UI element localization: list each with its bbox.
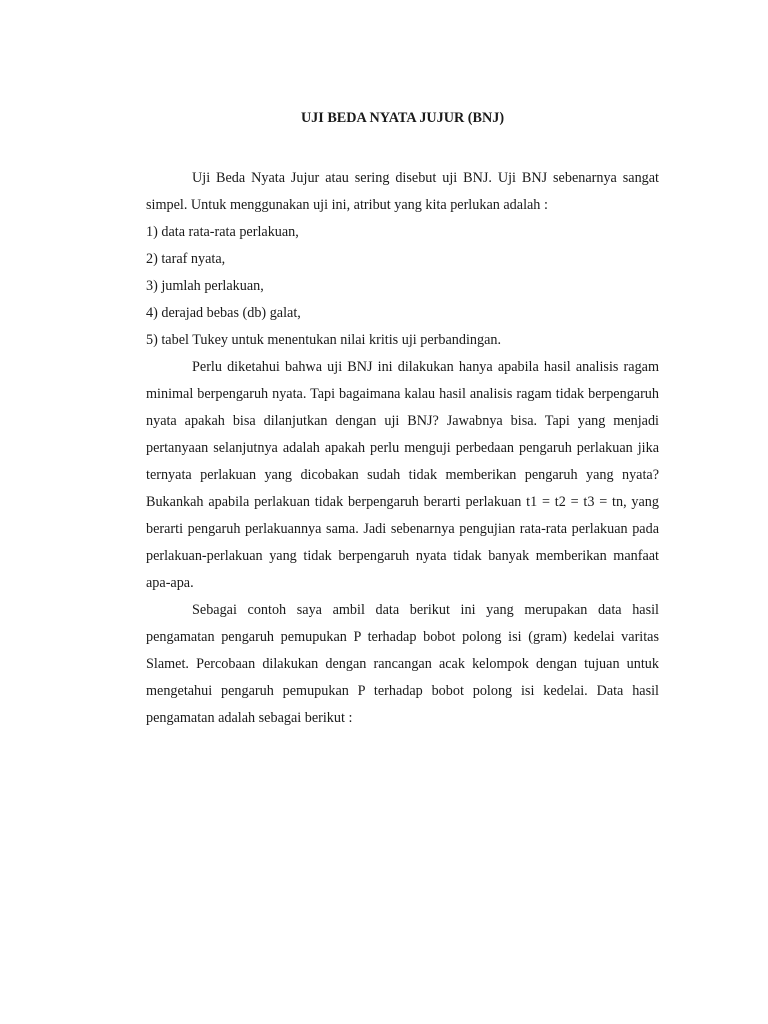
intro-paragraph: Uji Beda Nyata Jujur atau sering disebut uji BNJ. Uji BNJ sebenarnya sangat simpel. Untuk menggunakan uji ini, atribut yang kita perlukan adalah : bbox=[146, 170, 659, 213]
list-item: 2) taraf nyata, bbox=[146, 251, 226, 267]
body-paragraph-3: Sebagai contoh saya ambil data berikut ini yang merupakan data hasil pengamatan pengaruh pemupukan P terhadap bobot polong isi (gram) kedelai varitas Slamet. Percobaan dilakukan dengan rancangan acak kelompok dengan tujuan untuk mengetahui pengaruh pemupukan P terhadap bobot polong isi kedelai. Data hasil pengamatan adalah sebagai berikut : bbox=[146, 602, 659, 726]
list-item: 3) jumlah perlakuan, bbox=[146, 278, 264, 294]
document-title: UJI BEDA NYATA JUJUR (BNJ) bbox=[300, 110, 505, 126]
list-item: 4) derajad bebas (db) galat, bbox=[146, 305, 301, 321]
attribute-list bbox=[146, 219, 659, 354]
body-paragraph-2: Perlu diketahui bahwa uji BNJ ini dilakukan hanya apabila hasil analisis ragam minimal berpengaruh nyata. Tapi bagaimana kalau hasil analisis ragam tidak berpengaruh nyata apakah bisa dilanjutkan dengan uji BNJ? Jawabnya bisa. Tapi yang menjadi pertanyaan selanjutnya adalah apakah perlu menguji perbedaan pengaruh perlakuan jika ternyata perlakuan yang dicobakan sudah tidak memberikan pengaruh yang nyata? Bukankah apabila perlakuan tidak berpengaruh berarti perlakuan t1 = t2 = t3 = tn, yang berarti pengaruh perlakuannya sama. Jadi sebenarnya pengujian rata-rata perlakuan pada perlakuan-perlakuan yang tidak berpengaruh nyata tidak banyak memberikan manfaat apa-apa. bbox=[146, 359, 659, 591]
list-item: 1) data rata-rata perlakuan, bbox=[146, 224, 299, 240]
list-item: 5) tabel Tukey untuk menentukan nilai kritis uji perbandingan. bbox=[146, 332, 502, 348]
document-page bbox=[146, 108, 659, 732]
